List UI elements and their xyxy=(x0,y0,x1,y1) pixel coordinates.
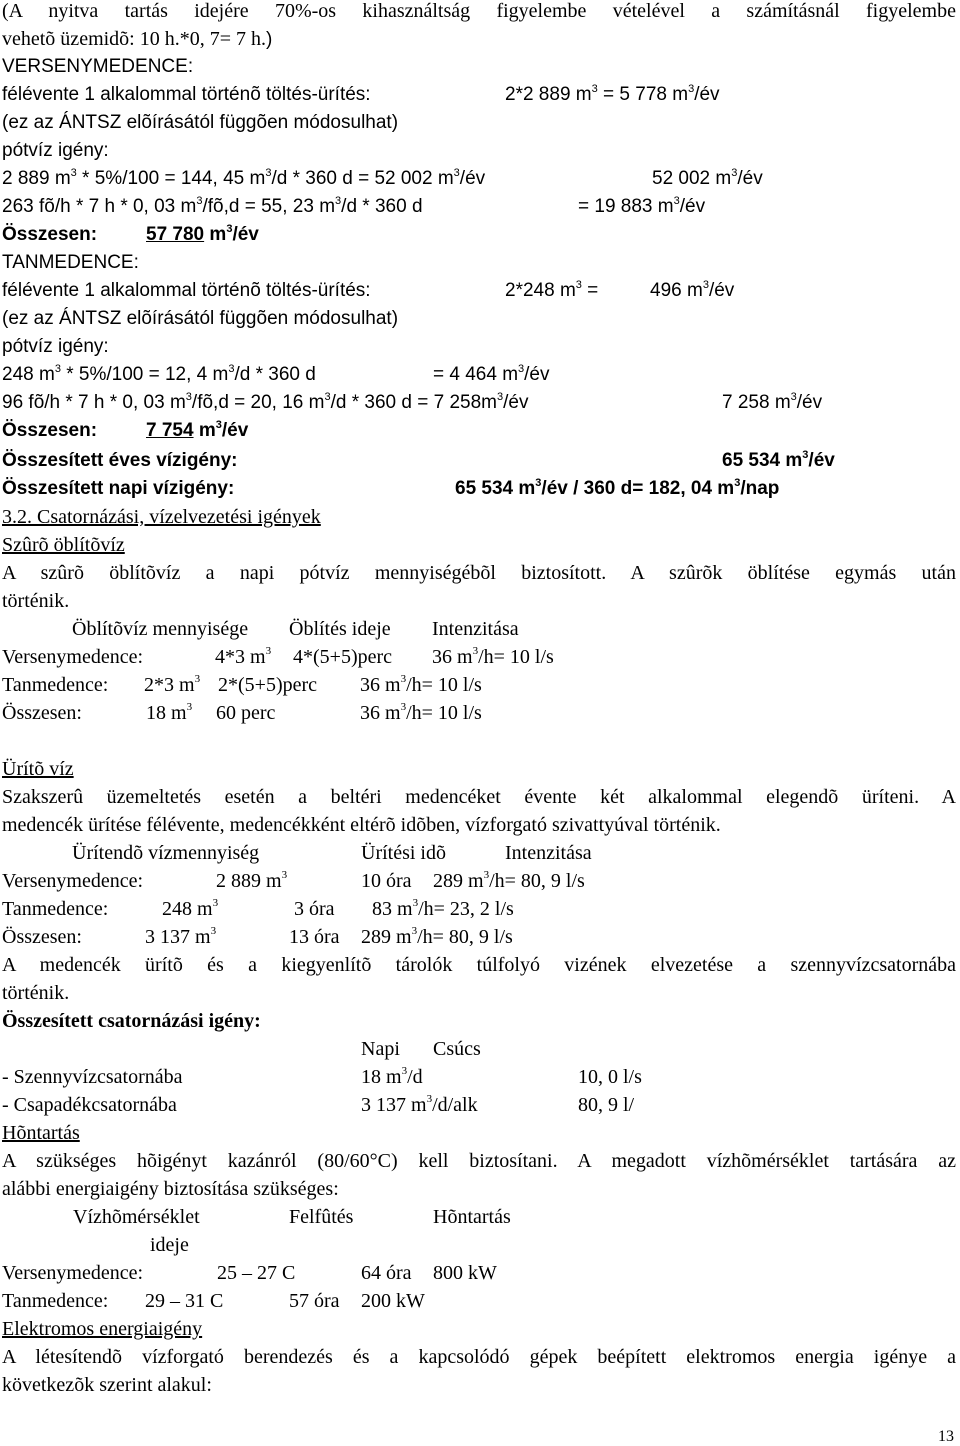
drain-row-label: Versenymedence: xyxy=(2,870,144,892)
flush-row-label: Tanmedence: xyxy=(2,674,109,696)
flush-row-time: 4*(5+5)perc xyxy=(293,646,393,668)
verseny-potviz-label: pótvíz igény: xyxy=(2,140,109,161)
verseny-total-value: 57 780 $m^3/év$ xyxy=(146,222,259,245)
drain-heading: Ürítõ víz xyxy=(2,758,74,780)
flush-heading: Szûrõ öblítõvíz xyxy=(2,534,125,556)
drain-paragraph-line-1: Szakszerû üzemeltetés esetén a beltéri medencéket évente két alkalommal elegendõ üríteni. A xyxy=(2,786,956,808)
verseny-calc-1-result: 52 002 $m^3/év$ xyxy=(652,166,763,189)
heat-paragraph-line-1: A szükséges hõigényt kazánról (80/60°C) kell biztosítani. A megadott vízhõmérséklet tartására az xyxy=(2,1150,956,1172)
flush-header-qty: Öblítõvíz mennyisége xyxy=(72,618,249,640)
tan-fill-value: 2*248 $m^3$ = xyxy=(505,278,599,301)
section-title: 3.2. Csatornázási, vízelvezetési igények xyxy=(2,506,321,528)
electric-paragraph-line-2: következõk szerint alakul: xyxy=(2,1374,212,1396)
tan-total-label: Összesen: xyxy=(2,420,98,441)
heat-header-hold: Hõntartás xyxy=(433,1206,511,1228)
flush-header-intensity: Intenzitása xyxy=(432,618,519,640)
heat-row-label: Versenymedence: xyxy=(2,1262,144,1284)
verseny-fill-label: félévente 1 alkalommal történõ töltés-ürítés: xyxy=(2,84,371,105)
flush-row-intensity: 36 $m^3/h= 10$ l/s xyxy=(360,673,482,696)
tan-calc-1: 248 $m^3 * 5\%/100 = 12$, 4 $m^3/d * 360$ d xyxy=(2,362,316,385)
heat-header-heatup: Felfûtés xyxy=(289,1206,354,1228)
page-number: 13 xyxy=(938,1428,954,1445)
sewer-total-header-peak: Csúcs xyxy=(433,1038,481,1060)
summary-daily-value: 65 534 $m^3/év / 360$ d= 182, 04 $m^3$/nap xyxy=(455,476,780,499)
drain-row-time: 10 óra xyxy=(361,870,412,892)
drain-row-qty: 248 $m^3$ xyxy=(162,897,219,920)
tan-calc-1-result: = 4 464 $m^3/év$ xyxy=(433,362,550,385)
heat-row-time: 57 óra xyxy=(289,1290,340,1312)
tan-heading: TANMEDENCE: xyxy=(2,252,139,273)
drain-row-intensity: 83 $m^3/h= 23$, 2 l/s xyxy=(372,897,514,920)
heat-row-time: 64 óra xyxy=(361,1262,412,1284)
verseny-note: (ez az ÁNTSZ elõírásától függõen módosulhat) xyxy=(2,112,399,133)
verseny-calc-2-result: = 19 883 $m^3/év$ xyxy=(578,194,706,217)
sewer-total-row-peak: 10, 0 l/s xyxy=(578,1066,642,1088)
heat-paragraph-line-2: alábbi energiaigény biztosítása szükséges: xyxy=(2,1178,339,1200)
drain-row-label: Tanmedence: xyxy=(2,898,109,920)
drain-row-qty: 3 137 $m^3$ xyxy=(145,925,217,948)
flush-row-label: Versenymedence: xyxy=(2,646,144,668)
summary-yearly-value: 65 534 $m^3/év$ xyxy=(722,448,835,471)
verseny-fill-value: 2*2 889 $m^3 = 5$ 778 $m^3/év$ xyxy=(505,82,720,105)
drain-paragraph-line-2: medencék ürítése félévente, medencékként eltérõ idõben, vízforgató szivattyúval történik. xyxy=(2,814,721,836)
electric-paragraph-line-1: A létesítendõ vízforgató berendezés és a kapcsolódó gépek beépített elektromos energia igénye a xyxy=(2,1346,956,1368)
sewer-total-header-daily: Napi xyxy=(361,1038,400,1060)
overflow-paragraph-line-2: történik. xyxy=(2,982,70,1004)
verseny-calc-1: 2 889 $m^3 * 5\%/100 = 144$, 45 $m^3/d * 360$ d = 52 002 $m^3/év$ xyxy=(2,166,486,189)
heat-row-temp: 29 – 31 C xyxy=(145,1290,224,1312)
sewer-total-row-label: - Csapadékcsatornába xyxy=(2,1094,177,1116)
drain-header-qty: Ürítendõ vízmennyiség xyxy=(72,842,260,864)
flush-row-qty: 18 $m^3$ xyxy=(146,701,193,724)
drain-row-qty: 2 889 $m^3$ xyxy=(216,869,288,892)
intro-line-1: (A nyitva tartás idejére 70%-os kihasználtság figyelembe vételével a számításnál figyelembe xyxy=(2,0,956,22)
heat-row-label: Tanmedence: xyxy=(2,1290,109,1312)
drain-row-intensity: 289 $m^3/h= 80$, 9 l/s xyxy=(361,925,513,948)
verseny-total-label: Összesen: xyxy=(2,224,98,245)
drain-row-label: Összesen: xyxy=(2,926,82,948)
flush-row-intensity: 36 $m^3/h= 10$ l/s xyxy=(360,701,482,724)
flush-paragraph-line-1: A szûrõ öblítõvíz a napi pótvíz mennyiségébõl biztosított. A szûrõk öblítése egymás után xyxy=(2,562,956,584)
heat-heading: Hõntartás xyxy=(2,1122,80,1144)
intro-line-2: vehetõ üzemidõ: 10 h.*0, 7= 7 h.) xyxy=(2,28,273,50)
heat-row-power: 800 kW xyxy=(433,1262,497,1284)
tan-total-value: 7 754 $m^3/év$ xyxy=(146,418,249,441)
summary-daily-label: Összesített napi vízigény: xyxy=(2,478,235,499)
flush-header-time: Öblítés ideje xyxy=(289,618,391,640)
drain-row-time: 13 óra xyxy=(289,926,340,948)
tan-potviz-label: pótvíz igény: xyxy=(2,336,109,357)
sewer-total-heading: Összesített csatornázási igény: xyxy=(2,1010,261,1032)
heat-header-cont: ideje xyxy=(150,1234,189,1256)
verseny-calc-2: 263 fõ/h * 7 h * 0, 03 $m^3/fõ,d = 55$, 23 $m^3/d * 360$ d xyxy=(2,194,423,217)
tan-fill-label: félévente 1 alkalommal történõ töltés-ürítés: xyxy=(2,280,371,301)
flush-row-intensity: 36 $m^3/h= 10$ l/s xyxy=(432,645,554,668)
heat-header-temp: Vízhõmérséklet xyxy=(73,1206,200,1228)
tan-fill-result: 496 $m^3/év$ xyxy=(650,278,735,301)
electric-heading: Elektromos energiaigény xyxy=(2,1318,203,1340)
flush-row-qty: 2*3 $m^3$ xyxy=(144,673,201,696)
sewer-total-row-peak: 80, 9 l/ xyxy=(578,1094,635,1116)
flush-paragraph-line-2: történik. xyxy=(2,590,70,612)
heat-row-temp: 25 – 27 C xyxy=(217,1262,296,1284)
drain-row-time: 3 óra xyxy=(294,898,335,920)
flush-row-label: Összesen: xyxy=(2,702,82,724)
flush-row-time: 60 perc xyxy=(216,702,276,724)
sewer-total-row-label: - Szennyvízcsatornába xyxy=(2,1066,183,1088)
overflow-paragraph-line-1: A medencék ürítõ és a kiegyenlítõ tárolók túlfolyó vizének elvezetése a szennyvízcsatornába xyxy=(2,954,956,976)
drain-header-intensity: Intenzitása xyxy=(505,842,592,864)
summary-yearly-label: Összesített éves vízigény: xyxy=(2,450,238,471)
flush-row-time: 2*(5+5)perc xyxy=(218,674,318,696)
flush-row-qty: 4*3 $m^3$ xyxy=(215,645,272,668)
tan-calc-2-result: 7 258 $m^3/év$ xyxy=(722,390,823,413)
heat-row-power: 200 kW xyxy=(361,1290,425,1312)
sewer-total-row-daily: 18 $m^3/d$ xyxy=(361,1065,423,1088)
verseny-heading: VERSENYMEDENCE: xyxy=(2,56,194,77)
drain-header-time: Ürítési idõ xyxy=(361,842,446,864)
drain-row-intensity: 289 $m^3/h= 80$, 9 l/s xyxy=(433,869,585,892)
tan-calc-2: 96 fõ/h * 7 h * 0, 03 $m^3/fõ,d = 20$, 16 $m^3/d * 360$ d = 7 $258m^3/év$ xyxy=(2,390,529,413)
sewer-total-row-daily: 3 137 $m^3/d$/alk xyxy=(361,1093,478,1116)
tan-note: (ez az ÁNTSZ elõírásától függõen módosulhat) xyxy=(2,308,399,329)
